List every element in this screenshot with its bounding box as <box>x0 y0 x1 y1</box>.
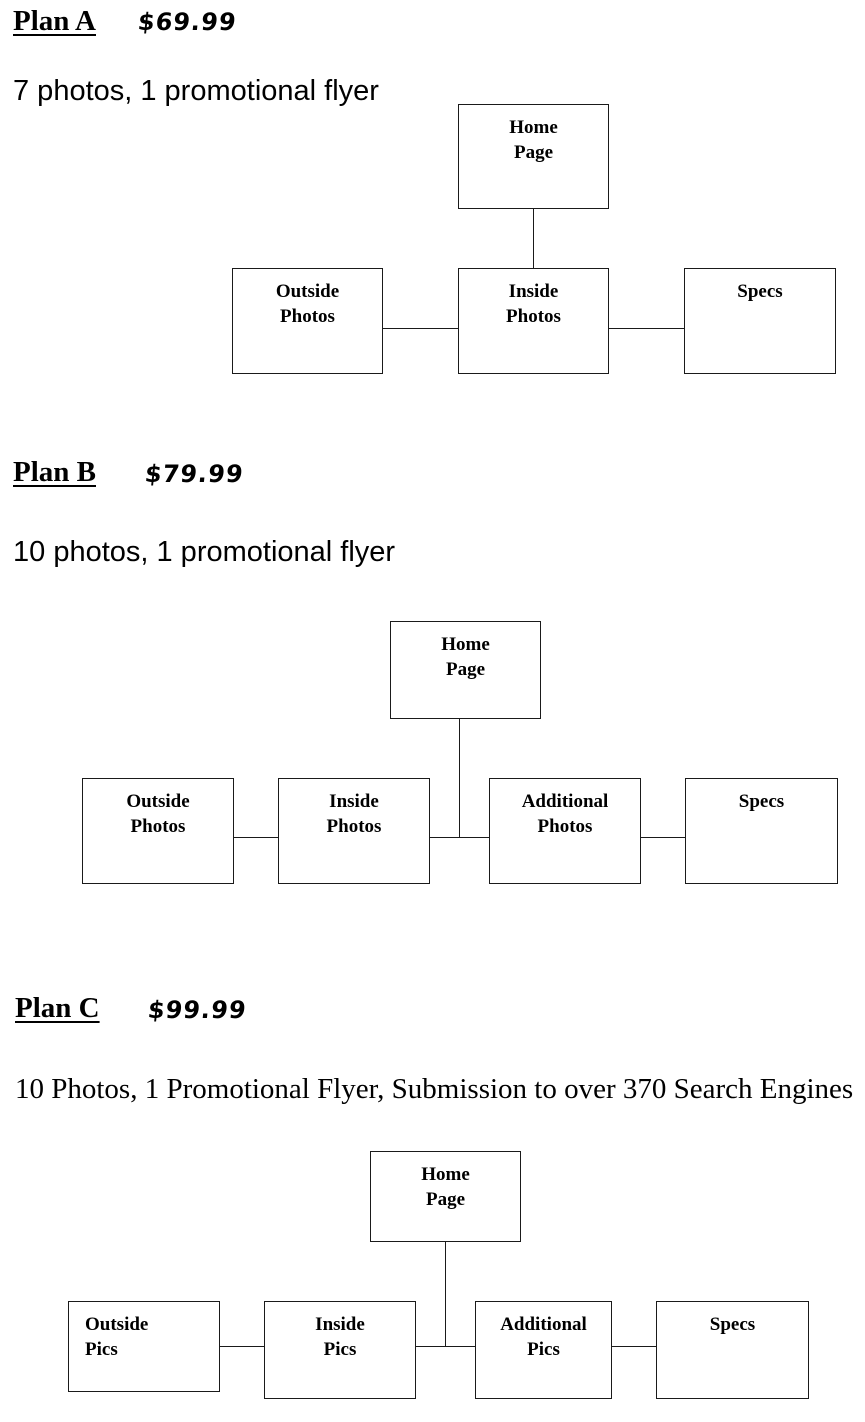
plan-b-specs-box <box>685 778 838 884</box>
plan-a-outside-line-2: Photos <box>280 306 335 327</box>
plan-c-inside-line-2: Pics <box>323 1339 357 1360</box>
plan-b-connector-additional-specs <box>641 837 686 838</box>
plan-a-specs-line-1: Specs <box>737 281 783 302</box>
plan-c-home-line-1: Home <box>421 1164 470 1185</box>
plan-b-additional-photos-box <box>489 778 641 884</box>
plan-b-title: Plan B <box>13 456 96 488</box>
plan-b-inside-line-2: Photos <box>326 816 382 837</box>
plan-c-home-line-2: Page <box>425 1189 466 1210</box>
plan-a-inside-line-1: Inside <box>508 281 559 302</box>
plan-c-additional-pics-box <box>475 1301 612 1399</box>
plan-c-outside-pics-box <box>68 1301 220 1392</box>
plan-a-home-page-box <box>458 104 609 209</box>
plan-a-description: 7 photos, 1 promotional flyer <box>13 75 379 107</box>
plan-b-inside-photos-box <box>278 778 430 884</box>
plan-a-inside-line-2: Photos <box>506 306 561 327</box>
plan-c-connector-additional-specs <box>612 1346 657 1347</box>
plan-a-outside-line-1: Outside <box>275 281 340 302</box>
plan-b-specs-line-1: Specs <box>738 791 785 812</box>
plan-c-inside-pics-box <box>264 1301 416 1399</box>
plan-c-connector-outside-inside <box>220 1346 265 1347</box>
plan-a-connector-inside-specs <box>609 328 685 329</box>
plan-c-specs-line-1: Specs <box>709 1314 756 1335</box>
plan-a-home-line-2: Page <box>513 142 554 163</box>
plan-c-outside-line-2: Pics <box>85 1339 118 1360</box>
plan-b-home-line-2: Page <box>445 659 486 680</box>
plan-b-home-page-box <box>390 621 541 719</box>
plan-b-additional-line-2: Photos <box>537 816 593 837</box>
plan-b-home-line-1: Home <box>441 634 490 655</box>
plan-c-home-page-box <box>370 1151 521 1242</box>
plan-a-price: $69.99 <box>136 8 239 36</box>
plan-c-title: Plan C <box>15 992 100 1024</box>
plan-b-inside-line-1: Inside <box>329 791 379 812</box>
plan-b-description: 10 photos, 1 promotional flyer <box>13 536 396 568</box>
plan-a-inside-photos-box <box>458 268 609 374</box>
plan-a-outside-photos-box <box>232 268 383 374</box>
plan-b-connector-home-down <box>459 718 460 838</box>
plan-c-price: $99.99 <box>146 996 249 1024</box>
plan-c-additional-line-1: Additional <box>500 1314 587 1335</box>
plan-b-connector-inside-additional <box>430 837 490 838</box>
plan-c-description: 10 Photos, 1 Promotional Flyer, Submission to over 370 Search Engines <box>15 1073 854 1105</box>
plan-b-connector-outside-inside <box>234 837 279 838</box>
plan-c-outside-line-1: Outside <box>85 1314 149 1335</box>
plan-c-connector-home-down <box>445 1241 446 1346</box>
plan-b-outside-line-1: Outside <box>126 791 190 812</box>
plan-b-outside-photos-box <box>82 778 234 884</box>
plan-a-connector-outside-inside <box>383 328 459 329</box>
plan-a-connector-home-inside <box>533 208 534 269</box>
plan-b-additional-line-1: Additional <box>521 791 609 812</box>
plan-c-additional-line-2: Pics <box>527 1339 560 1360</box>
plan-b-outside-line-2: Photos <box>130 816 186 837</box>
plan-a-specs-box <box>684 268 836 374</box>
plan-a-home-line-1: Home <box>509 117 558 138</box>
plan-c-connector-inside-additional <box>416 1346 476 1347</box>
plan-c-specs-box <box>656 1301 809 1399</box>
plan-a-title: Plan A <box>13 5 96 37</box>
plan-b-price: $79.99 <box>143 460 246 488</box>
plan-c-inside-line-1: Inside <box>315 1314 365 1335</box>
